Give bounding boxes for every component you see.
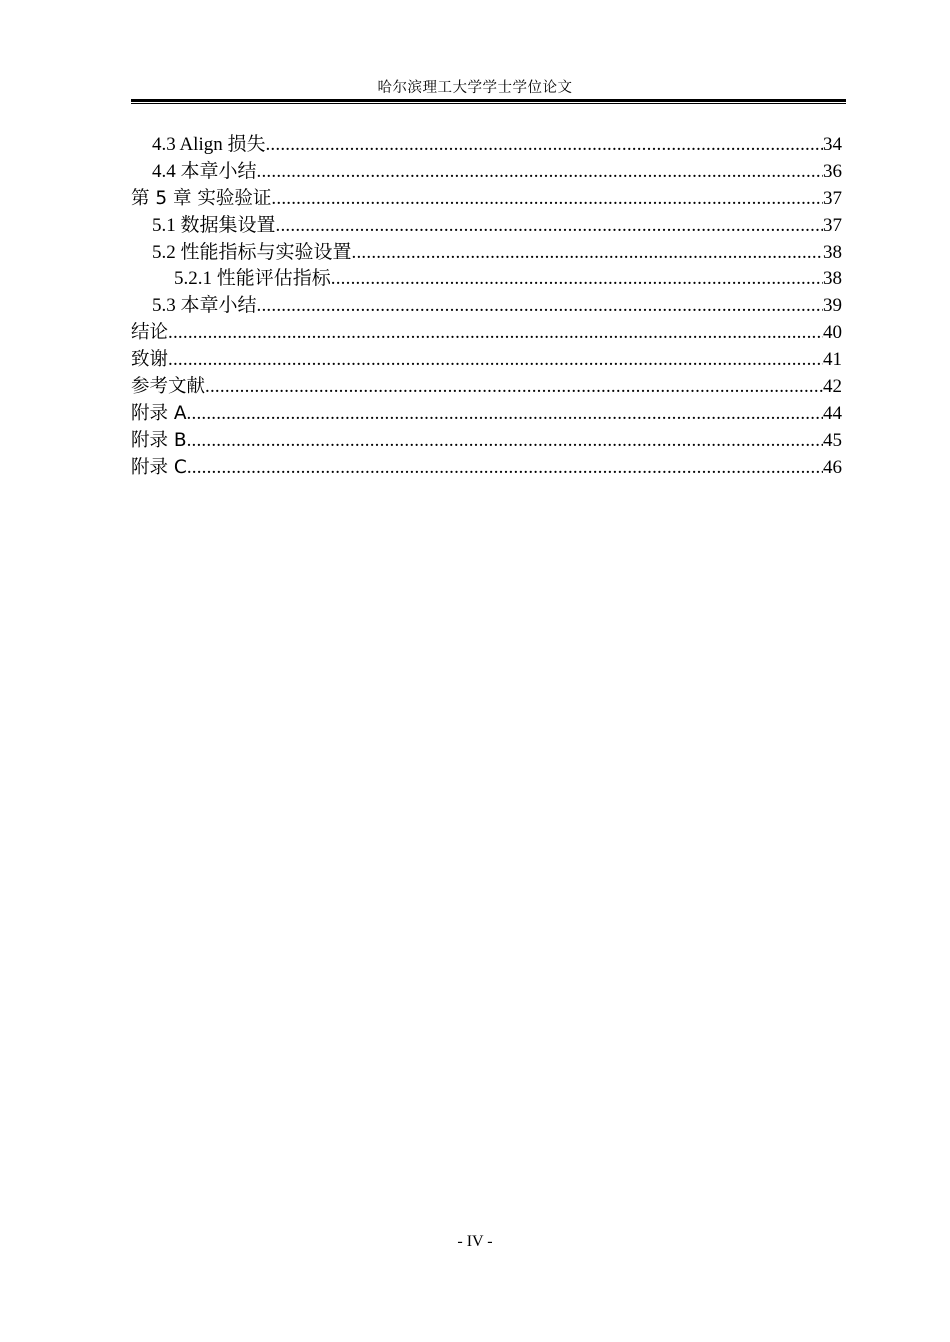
toc-leader bbox=[187, 455, 823, 482]
toc-leader bbox=[168, 347, 823, 374]
toc-entry-page: 38 bbox=[823, 268, 842, 290]
toc-entry-page: 37 bbox=[823, 214, 842, 236]
toc-entry-title: 参考文献 bbox=[131, 376, 206, 398]
toc-entry-title: 第 5 章 实验验证 bbox=[131, 187, 272, 209]
toc-entry-page: 44 bbox=[823, 402, 842, 424]
toc-entry-title: 4.4 本章小结 bbox=[152, 160, 257, 182]
toc-entry[interactable] bbox=[131, 240, 842, 267]
toc-entry-page: 46 bbox=[823, 456, 842, 478]
toc-leader bbox=[205, 374, 823, 401]
toc-entry[interactable] bbox=[131, 428, 842, 455]
toc-entry[interactable] bbox=[131, 186, 842, 213]
toc-leader bbox=[257, 293, 823, 320]
header-rule-thick bbox=[131, 99, 846, 102]
toc-entry[interactable] bbox=[131, 293, 842, 320]
toc-entry-title: 结论 bbox=[131, 322, 169, 344]
toc-entry-title: 5.1 数据集设置 bbox=[152, 214, 276, 236]
toc-entry-page: 42 bbox=[823, 376, 842, 398]
toc-entry[interactable] bbox=[131, 320, 842, 347]
toc-leader bbox=[331, 266, 823, 293]
toc-leader bbox=[352, 240, 823, 267]
toc-entry-page: 40 bbox=[823, 322, 842, 344]
toc-entry-page: 41 bbox=[823, 349, 842, 371]
toc-leader bbox=[257, 159, 823, 186]
toc-leader bbox=[271, 186, 823, 213]
table-of-contents bbox=[131, 132, 842, 482]
toc-entry[interactable] bbox=[131, 159, 842, 186]
toc-entry-title: 致谢 bbox=[131, 349, 169, 371]
toc-leader bbox=[187, 401, 823, 428]
toc-entry-page: 34 bbox=[823, 134, 842, 155]
toc-entry-title: 附录 C bbox=[131, 456, 187, 478]
toc-leader bbox=[187, 428, 823, 455]
header-title: 哈尔滨理工大学学士学位论文 bbox=[377, 80, 573, 96]
page-number-footer: - IV - bbox=[457, 1233, 493, 1250]
toc-entry-title: 4.3 Align 损失 bbox=[152, 134, 266, 155]
header-rule-thin bbox=[131, 103, 846, 104]
toc-entry-page: 45 bbox=[823, 429, 842, 451]
toc-entry[interactable] bbox=[131, 401, 842, 428]
toc-entry[interactable] bbox=[131, 455, 842, 482]
toc-entry-title: 5.2.1 性能评估指标 bbox=[174, 268, 331, 290]
toc-entry-title: 5.2 性能指标与实验设置 bbox=[152, 241, 352, 263]
toc-entry[interactable] bbox=[131, 213, 842, 240]
toc-entry-page: 38 bbox=[823, 241, 842, 263]
toc-entry[interactable] bbox=[131, 266, 842, 293]
toc-entry-title: 附录 B bbox=[131, 429, 187, 451]
toc-leader bbox=[168, 320, 823, 347]
toc-entry[interactable] bbox=[131, 374, 842, 401]
toc-entry[interactable] bbox=[131, 132, 842, 159]
toc-entry-title: 附录 A bbox=[131, 402, 187, 424]
toc-leader bbox=[276, 213, 823, 240]
toc-entry-title: 5.3 本章小结 bbox=[152, 295, 257, 317]
toc-entry-page: 39 bbox=[823, 295, 842, 317]
toc-entry-page: 36 bbox=[823, 160, 842, 182]
toc-leader bbox=[265, 132, 823, 159]
toc-entry-page: 37 bbox=[823, 187, 842, 209]
toc-entry[interactable] bbox=[131, 347, 842, 374]
